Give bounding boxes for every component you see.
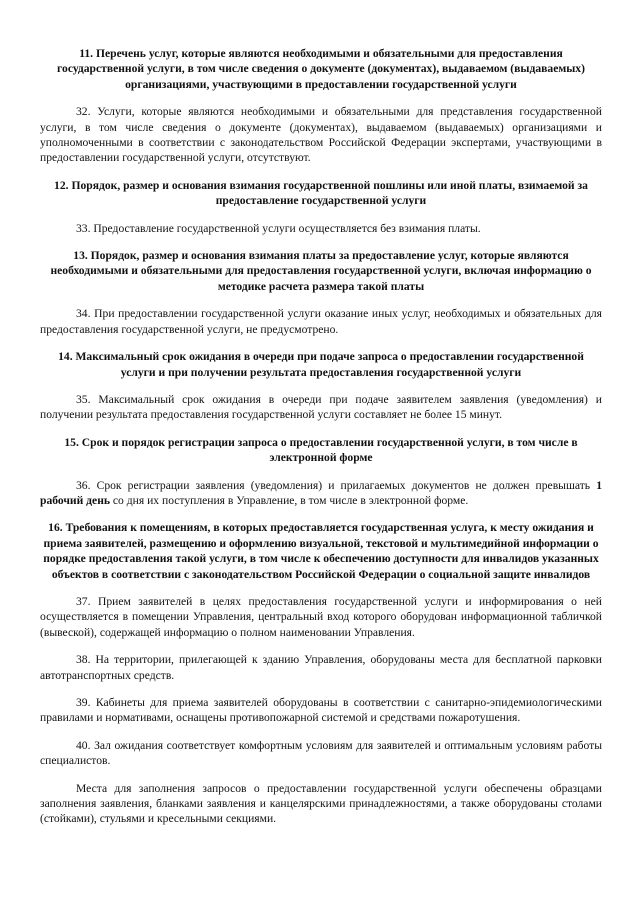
paragraph-36-deadline: 1 рабочий день xyxy=(40,478,602,507)
paragraph-40: 40. Зал ожидания соответствует комфортным условиям для заявителей и оптимальным условиям работы специалистов. xyxy=(40,738,602,768)
section-heading-16: 16. Требования к помещениям, в которых предоставляется государственная услуга, к месту ожидания и приема заявителей, размещению и оформлению визуальной, текстовой и мультимедийной информации о порядке предоставления такой услуги, в том числе к обеспечению доступности для инвалидов указанных объектов в соответствии с законодательством Российской Федерации о социальной защите инвалидов xyxy=(43,521,599,581)
section-heading-11: 11. Перечень услуг, которые являются необходимыми и обязательными для предоставления государственной услуги, в том числе сведения о документе (документах), выдаваемом (выдаваемых) организациями, участвующими в предоставлении государственной услуги xyxy=(57,47,585,91)
section-heading-13: 13. Порядок, размер и основания взимания платы за предоставление услуг, которые являются необходимыми и обязательными для предоставления государственной услуги, включая информацию о методике расчета размера такой платы xyxy=(50,249,592,293)
paragraph-waiting-places: Места для заполнения запросов о предоставлении государственной услуги обеспечены образцами заполнения заявления, бланками заявления и канцелярскими принадлежностями, а также оборудованы столами (стойками), стульями и кресельными секциями. xyxy=(40,781,602,826)
paragraph-36-text-after: со дня их поступления в Управление, в том числе в электронной форме. xyxy=(110,493,469,507)
paragraph-32: 32. Услуги, которые являются необходимыми и обязательными для представления государственной услуги, в том числе сведения о документе (документах), выдаваемом (выдаваемых) организациями и уполномоченными в соответствии с законодательством Российской Федерации экспертами, участвующими в предоставлении государственной услуги, отсутствуют. xyxy=(40,105,602,165)
paragraph-35: 35. Максимальный срок ожидания в очереди при подаче заявителем заявления (уведомления) и получении результата предоставления государственной услуги составляет не более 15 минут. xyxy=(40,392,602,422)
paragraph-34: 34. При предоставлении государственной услуги оказание иных услуг, необходимых и обязательных для предоставления государственной услуги, не предусмотрено. xyxy=(40,307,602,336)
section-heading-15: 15. Срок и порядок регистрации запроса о предоставлении государственной услуги, в том числе в электронной форме xyxy=(64,435,578,465)
paragraph-37: 37. Прием заявителей в целях предоставления государственной услуги и информирования о ней осуществляется в помещении Управления, центральный вход которого оборудован информационной табличкой (вывеской), содержащей информацию о полном наименовании Управления. xyxy=(40,594,602,639)
document-page xyxy=(40,46,602,839)
paragraph-39: 39. Кабинеты для приема заявителей оборудованы в соответствии с санитарно-эпидемиологическими правилами и нормативами, оснащены противопожарной системой и средствами пожаротушения. xyxy=(40,696,602,725)
paragraph-36-text-before: 36. Срок регистрации заявления (уведомления) и прилагаемых документов не должен превышать xyxy=(76,478,597,492)
paragraph-36 xyxy=(40,478,602,509)
paragraph-33: 33. Предоставление государственной услуги осуществляется без взимания платы. xyxy=(76,221,481,235)
paragraph-38: 38. На территории, прилегающей к зданию Управления, оборудованы места для бесплатной парковки автотранспортных средств. xyxy=(40,653,602,682)
section-heading-14: 14. Максимальный срок ожидания в очереди при подаче запроса о предоставлении государственной услуги и при получении результата предоставления государственной услуги xyxy=(58,350,584,379)
section-heading-12: 12. Порядок, размер и основания взимания государственной пошлины или иной платы, взимаемой за предоставление государственной услуги xyxy=(54,178,588,208)
